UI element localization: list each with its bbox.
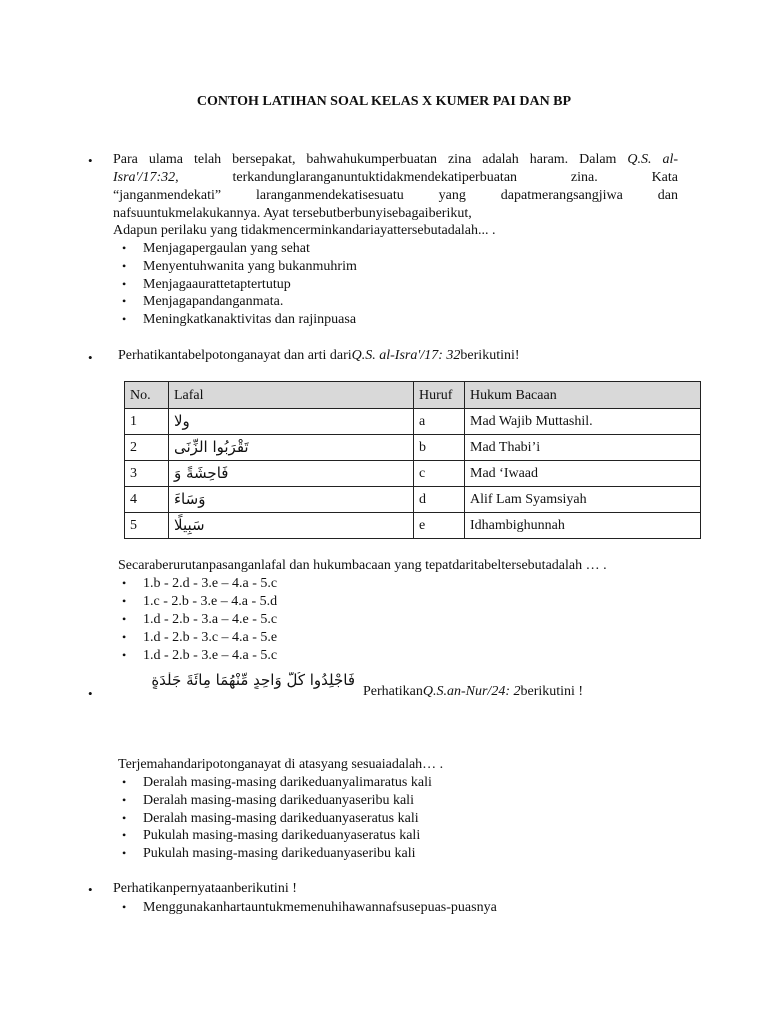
- document-page: CONTOH LATIHAN SOAL KELAS X KUMER PAI DAN BP • Para ulama telah bersepakat, bahwahukumperbuatan zina adalah haram. Dalam Q.S. al- Isra'/17:32, terkandunglaranganuntuktidakmendekatiperbuatan zina. Kata “janganmendekati” laranganmendekatisesuatu yang dapatmerangsangjiwa dan nafsuuntukmelakukannya. Ayat tersebutberbunyisebagaiberikut, Adapun perilaku yang tidakmencerminkandariayattersebutadalah... . • Menjagapergaulan yang sehat • Menyentuhwanita yang bukanmuhrim • Menjagaaurattetaptertutup • Menjagapandanganmata. • Meningkatkanaktivitas dan rajinpuasa • Perhatikantabelpotonganayat dan arti dariQ.S. al-Isra'/17: 32berikutini! No. Lafal Huruf Hukum Bacaan 1 ولا a Mad Wajib Muttashil. 2 تَقْرَبُوا الزِّنَى b Mad Thabi’i 3 فَاحِشَةً وَ c Mad ‘Iwaad 4 وَسَاءَ d Alif Lam Syamsiyah 5 سَبِيلًا e Idhambighunnah Secaraberurutanpasanganlafal dan hukumbacaan yang tepatdaritabeltersebutadalah … . • 1.b - 2.d - 3.e – 4.a - 5.c • 1.c - 2.b - 3.e – 4.a - 5.d • 1.d - 2.b - 3.a – 4.e - 5.c • 1.d - 2.b - 3.c – 4.a - 5.e • 1.d - 2.b - 3.e – 4.a - 5.c • فَاجْلِدُوا كُلَّ وَاحِدٍ مِّنْهُمَا مِائَةَ جَلْدَةٍ PerhatikanQ.S.an-Nur/24: 2berikutini ! Terjemahandaripotonganayat di atasyang sesuaiadalah… . • Deralah masing-masing darikeduanyalimaratus kali • Deralah masing-masing darikeduanyaseribu kali • Deralah masing-masing darikeduanyaseratus kali • Pukulah masing-masing darikeduanyaseratus kali • Pukulah masing-masing darikeduanyaseribu kali • Perhatikanpernyataanberikutini ! • Menggunakanhartauntukmemenuhihawannafsusepuas-puasnya: [0, 0, 768, 1024]
- cell-huruf: a: [414, 409, 465, 435]
- cell-hukum: Alif Lam Syamsiyah: [465, 487, 701, 513]
- cell-no: 2: [125, 435, 169, 461]
- q1-line-5: Adapun perilaku yang tidakmencerminkandariayattersebutadalah... .: [113, 223, 496, 238]
- cell-no: 5: [125, 513, 169, 539]
- table-row: [125, 435, 701, 461]
- q1-line-4: nafsuuntukmelakukannya. Ayat tersebutberbunyisebagaiberikut,: [113, 206, 472, 221]
- arabic-text: فَاحِشَةً وَ: [174, 463, 229, 482]
- cell-no: 3: [125, 461, 169, 487]
- q1-line-2: Isra'/17:32, terkandunglaranganuntuktidakmendekatiperbuatan zina. Kata: [113, 170, 678, 185]
- q4-intro: Perhatikanpernyataanberikutini !: [113, 881, 297, 896]
- cell-huruf: d: [414, 487, 465, 513]
- bullet: •: [88, 153, 93, 168]
- cell-lafal: [169, 461, 414, 487]
- arabic-text: تَقْرَبُوا الزِّنَى: [174, 437, 249, 456]
- table-row: [125, 461, 701, 487]
- cell-hukum: Mad Thabi’i: [465, 435, 701, 461]
- column-header: No.: [125, 382, 169, 409]
- column-header: Lafal: [169, 382, 414, 409]
- cell-lafal: [169, 409, 414, 435]
- cell-no: 4: [125, 487, 169, 513]
- bullet: •: [88, 686, 93, 701]
- cell-lafal: [169, 435, 414, 461]
- q3-question: Terjemahandaripotonganayat di atasyang sesuaiadalah… .: [118, 757, 444, 772]
- column-header: Huruf: [414, 382, 465, 409]
- cell-no: 1: [125, 409, 169, 435]
- column-header: Hukum Bacaan: [465, 382, 701, 409]
- arabic-text: سَبِيلًا: [174, 515, 205, 534]
- table-row: [125, 513, 701, 539]
- lafal-table: [124, 381, 701, 539]
- page-title: CONTOH LATIHAN SOAL KELAS X KUMER PAI DAN BP: [196, 94, 572, 109]
- cell-huruf: b: [414, 435, 465, 461]
- bullet: •: [88, 350, 93, 365]
- cell-hukum: Idhambighunnah: [465, 513, 701, 539]
- q3-intro: PerhatikanQ.S.an-Nur/24: 2berikutini !: [363, 684, 584, 699]
- cell-hukum: Mad Wajib Muttashil.: [465, 409, 701, 435]
- q1-line-1: Para ulama telah bersepakat, bahwahukumperbuatan zina adalah haram. Dalam Q.S. al-: [113, 152, 678, 167]
- q1-line-3: “janganmendekati” laranganmendekatisesuatu yang dapatmerangsangjiwa dan: [113, 188, 678, 203]
- bullet: •: [88, 882, 93, 897]
- cell-lafal: [169, 513, 414, 539]
- arabic-text: ولا: [174, 411, 190, 430]
- cell-huruf: e: [414, 513, 465, 539]
- q2-intro: Perhatikantabelpotonganayat dan arti dariQ.S. al-Isra'/17: 32berikutini!: [118, 348, 520, 363]
- cell-huruf: c: [414, 461, 465, 487]
- table-row: [125, 487, 701, 513]
- table-row: [125, 409, 701, 435]
- arabic-verse: فَاجْلِدُوا كُلَّ وَاحِدٍ مِّنْهُمَا مِائَةَ جَلْدَةٍ: [151, 672, 355, 689]
- q2-question: Secaraberurutanpasanganlafal dan hukumbacaan yang tepatdaritabeltersebutadalah … .: [118, 558, 607, 573]
- cell-hukum: Mad ‘Iwaad: [465, 461, 701, 487]
- table-header-row: [125, 382, 701, 409]
- cell-lafal: [169, 487, 414, 513]
- arabic-text: وَسَاءَ: [174, 489, 206, 508]
